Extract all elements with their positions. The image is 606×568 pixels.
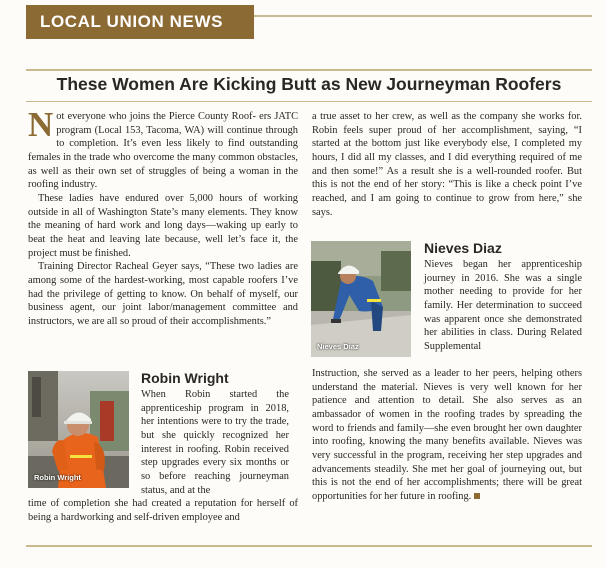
intro-paragraph-3: Training Director Racheal Geyer says, “These two ladies are among some of the hardest-working, most capable roofers I’ve had the privilege of getting to know. On behalf of myself, our business agent, our joint labor/management committee and instructors, we are all so proud of their accomplishments.” bbox=[28, 261, 298, 327]
end-of-article-mark bbox=[474, 493, 480, 499]
robin-photo-caption: Robin Wright bbox=[34, 473, 81, 482]
nieves-bio-continued-text: Instruction, she served as a leader to her peers, helping others understand the material. Nieves is very well known for her patience and attention to detail. She also serves as an ambassador of women in the roofing trades by spreading the word to friends and family—she even brought her own daughter into roofing, knowing the many benefits available. Nieves was very successful in the program, receiving her step upgrades and advancements steadily. She met her goal of journeying out, but this is not the end of her accomplishments; there will be great opportunities for her future in roofing. bbox=[312, 368, 582, 502]
intro-paragraph-1-rest: ers JATC program (Local 153, Tacoma, WA) will continue through to completion. It’s even less likely to find outstanding females in the trade who overcome the many common obstacles, as well as their own set of struggles of being a woman in the roofing industry. bbox=[28, 111, 298, 191]
nieves-bio-wrap: Nieves began her apprenticeship journey in 2016. She was a single mother needing to provide for her family. Her determination to succeed was apparent once she demonstrated her abilities in class. During Related Supplemental bbox=[424, 259, 582, 352]
nieves-bio-continued bbox=[312, 367, 582, 504]
robin-bio-col2: a true asset to her crew, as well as the company she works for. Robin feels super proud of her accomplishment, saying, “I started at the bottom just like everybody else, I completed my hours, I did all my classes, and I did everything required of me and then some!” As a result she is a well-rounded roofer. But this is not the end of her story: “This is like a check point I’ve reached, and I am going to continue to grow from here,” she says. bbox=[312, 111, 582, 218]
nieves-diaz-photo bbox=[311, 241, 411, 357]
nieves-photo-image bbox=[311, 241, 411, 357]
drop-cap: N bbox=[28, 105, 54, 144]
headline-rule-top bbox=[26, 69, 592, 71]
page-rule-bottom bbox=[26, 545, 592, 547]
section-banner: LOCAL UNION NEWS bbox=[26, 5, 254, 39]
article-headline: These Women Are Kicking Butt as New Journeyman Roofers bbox=[56, 74, 562, 94]
robin-photo-image bbox=[28, 371, 129, 488]
robin-bio-wrap: When Robin started the apprenticeship program in 2018, her intentions were to try the trade, but she quickly recognized her interest in roofing. Robin received step upgrades every six months or so before reaching journeyman status, and at the bbox=[141, 389, 289, 496]
intro-paragraph-1-lead: ot everyone who joins the Pierce County Roof- bbox=[56, 111, 256, 122]
intro-paragraph-1 bbox=[28, 105, 298, 192]
nieves-diaz-name: Nieves Diaz bbox=[424, 240, 502, 256]
robin-wright-name: Robin Wright bbox=[141, 370, 229, 386]
intro-column bbox=[28, 105, 298, 329]
robin-bio-continued: time of completion she had created a reputation for herself of being a hardworking and self-driven employee and bbox=[28, 498, 298, 523]
robin-wright-photo bbox=[28, 371, 129, 488]
headline-rule-bottom bbox=[26, 101, 592, 102]
intro-paragraph-2: These ladies have endured over 5,000 hours of working outside in all of Washington State’s many elements. They know the meaning of hard work and long days—waking up early to beat the heat and leaving late because, well let’s face it, the project must be finished. bbox=[28, 192, 298, 259]
nieves-photo-caption: Nieves Diaz bbox=[317, 342, 359, 351]
